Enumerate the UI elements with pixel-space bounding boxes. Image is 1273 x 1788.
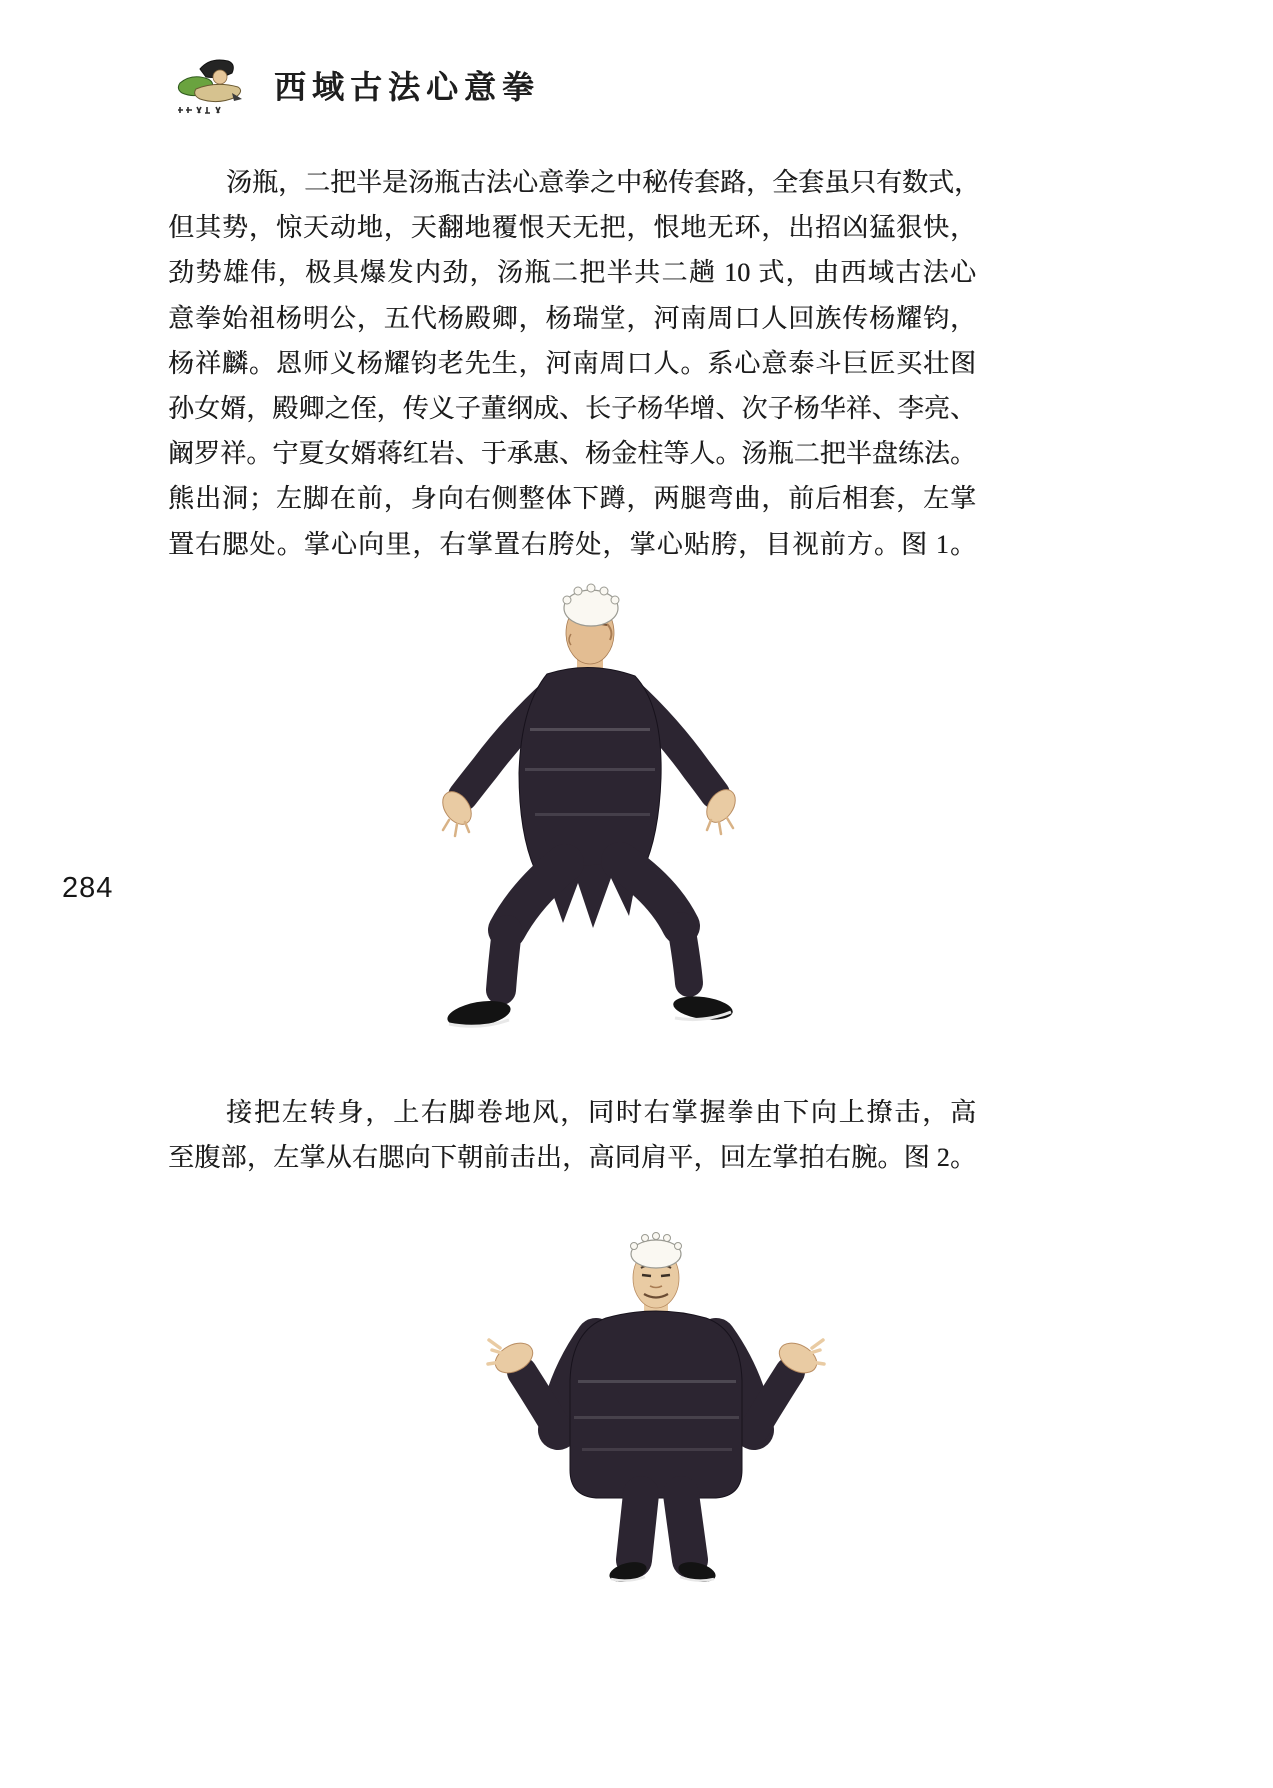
book-title: 西域古法心意拳: [274, 69, 541, 105]
para2-line-1: 接把左转身，上右脚卷地风，同时右掌握拳由下向上撩击，高: [226, 1098, 976, 1127]
page-number: 284: [62, 872, 114, 904]
martial-arms-spread-pose-illustration: [478, 1230, 833, 1582]
para1-line-5: 杨祥麟。恩师义杨耀钧老先生，河南周口人。系心意泰斗巨匠买壮图: [168, 348, 976, 378]
para1-line-8: 熊出洞；左脚在前，身向右侧整体下蹲，两腿弯曲，前后相套，左掌: [168, 484, 976, 514]
book-series-logo-icon: [170, 52, 258, 118]
para2-line-2: 至腹部，左掌从右腮向下朝前击出，高同肩平，回左掌拍右腕。图 2。: [168, 1143, 976, 1173]
para1-line-3: 劲势雄伟，极具爆发内劲，汤瓶二把半共二趟 10 式，由西域古法心: [168, 258, 976, 288]
paragraph-1: [168, 160, 981, 567]
white-cap: [563, 584, 619, 626]
para1-line-9: 置右腮处。掌心向里，右掌置右胯处，掌心贴胯，目视前方。图 1。: [168, 529, 976, 559]
paragraph-2: [168, 1090, 976, 1180]
martial-squat-pose-illustration: [415, 578, 760, 1048]
para1-line-1: 汤瓶，二把半是汤瓶古法心意拳之中秘传套路，全套虽只有数式，: [226, 168, 981, 197]
para1-line-2: 但其势，惊天动地，天翻地覆恨天无把，恨地无环，出招凶猛狠快，: [168, 213, 976, 243]
page-header: [170, 52, 540, 118]
white-cap: [631, 1233, 682, 1269]
figure-1-photo: [415, 578, 760, 1048]
para1-line-7: 阚罗祥。宁夏女婿蒋红岩、于承惠、杨金柱等人。汤瓶二把半盘练法。: [168, 439, 976, 469]
figure-2-photo: [478, 1230, 833, 1582]
para1-line-4: 意拳始祖杨明公，五代杨殿卿，杨瑞堂，河南周口人回族传杨耀钧，: [168, 303, 976, 333]
para1-line-6: 孙女婿，殿卿之侄，传义子董纲成、长子杨华增、次子杨华祥、李亮、: [168, 393, 976, 423]
